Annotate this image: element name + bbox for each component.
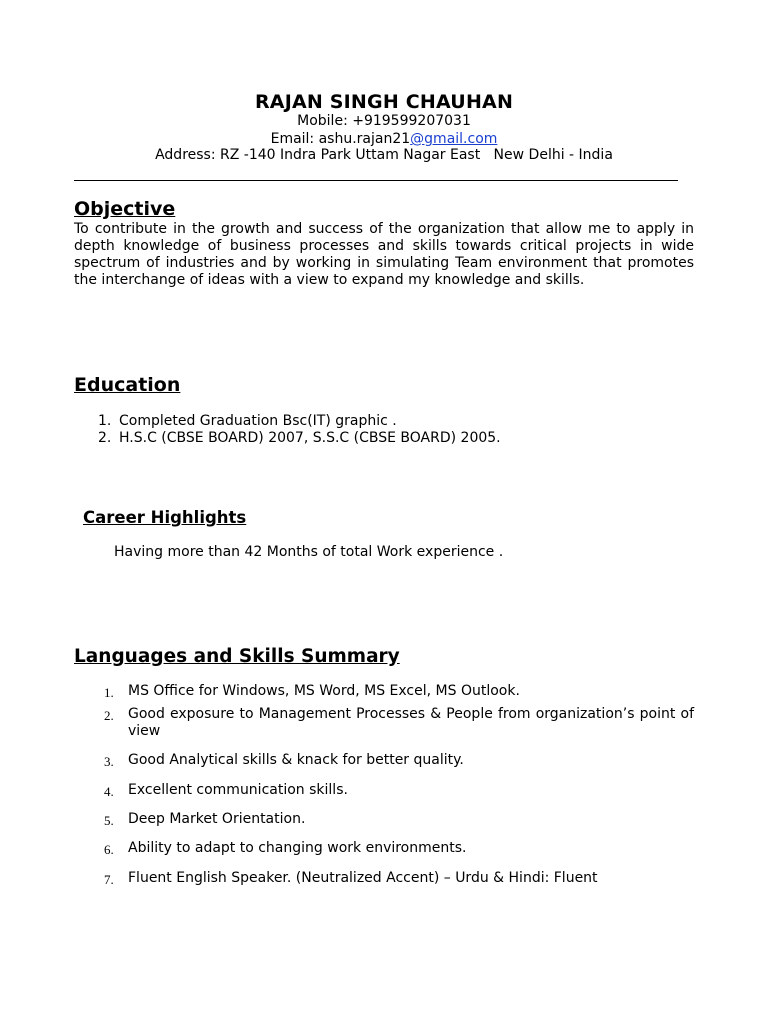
- list-number: 2.: [104, 708, 114, 723]
- email-text: Email: ashu.rajan21: [270, 131, 411, 147]
- skills-heading: Languages and Skills Summary: [74, 646, 400, 667]
- address-line: Address: RZ -140 Indra Park Uttam Nagar East New Delhi - India: [155, 147, 613, 163]
- education-heading: Education: [74, 374, 181, 396]
- list-number: 2.: [98, 430, 112, 446]
- education-list: [98, 413, 501, 447]
- email-line: [0, 131, 768, 148]
- objective-text: To contribute in the growth and success of the organization that allow me to apply in depth knowledge of business processes and skills towards critical projects in wide spectrum of industries and by working in simulating Team environment that promotes the interchange of ideas with a view to expand my knowledge and skills.: [74, 221, 694, 288]
- list-number: 6.: [104, 842, 114, 857]
- list-item: [98, 430, 501, 447]
- list-text: Completed Graduation Bsc(IT) graphic .: [119, 413, 397, 429]
- list-number: 5.: [104, 813, 114, 828]
- list-number: 1.: [98, 413, 112, 429]
- list-text: Ability to adapt to changing work environments.: [128, 840, 467, 856]
- career-text: Having more than 42 Months of total Work experience .: [114, 544, 504, 560]
- list-item: [98, 413, 501, 430]
- list-number: 1.: [104, 685, 114, 700]
- list-number: 4.: [104, 784, 114, 799]
- email-link[interactable]: @gmail.com: [410, 131, 498, 147]
- list-text: Good exposure to Management Processes & People from organization’s point of view: [128, 706, 694, 739]
- header-divider: [74, 180, 678, 181]
- list-text: Deep Market Orientation.: [128, 811, 306, 827]
- list-text: Good Analytical skills & knack for better quality.: [128, 752, 464, 768]
- mobile-number: Mobile: +919599207031: [297, 113, 471, 129]
- list-text: MS Office for Windows, MS Word, MS Excel, MS Outlook.: [128, 683, 520, 699]
- candidate-name: RAJAN SINGH CHAUHAN: [254, 91, 514, 113]
- objective-heading: Objective: [74, 198, 176, 220]
- list-text: H.S.C (CBSE BOARD) 2007, S.S.C (CBSE BOARD) 2005.: [119, 430, 501, 446]
- list-text: Excellent communication skills.: [128, 782, 348, 798]
- list-text: Fluent English Speaker. (Neutralized Accent) – Urdu & Hindi: Fluent: [128, 870, 598, 886]
- list-number: 3.: [104, 754, 114, 769]
- list-number: 7.: [104, 872, 114, 887]
- career-heading: Career Highlights: [83, 508, 247, 527]
